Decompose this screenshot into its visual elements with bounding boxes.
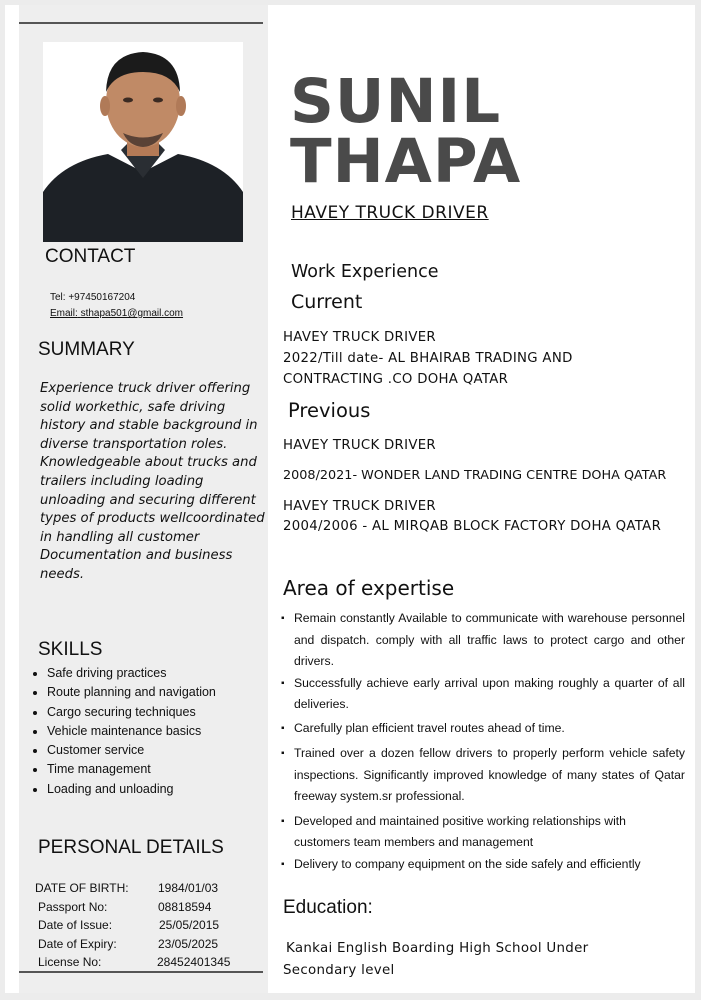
skill-item: • Loading and unloading bbox=[47, 780, 216, 799]
education-heading: Education: bbox=[283, 897, 373, 918]
previous-heading: Previous bbox=[288, 399, 371, 422]
summary-heading: SUMMARY bbox=[38, 339, 135, 360]
expertise-item: ▪ Successfully achieve early arrival upon making roughly a quarter of all deliveries. bbox=[281, 673, 685, 716]
skill-item: • Route planning and navigation bbox=[47, 683, 216, 702]
email-link[interactable]: sthapa501@gmail.com bbox=[80, 308, 184, 319]
bottom-divider bbox=[19, 971, 263, 973]
work-experience-heading: Work Experience bbox=[291, 262, 439, 282]
expertise-item: ▪ Remain constantly Available to communicate with warehouse personnel and dispatch. comply with all traffic laws to protect cargo and other drivers. bbox=[281, 608, 685, 673]
pd-label-issue: Date of Issue: bbox=[38, 918, 113, 932]
pd-value-license: 28452401345 bbox=[157, 955, 231, 969]
expertise-heading: Area of expertise bbox=[283, 576, 455, 600]
phone-value: +97450167204 bbox=[68, 292, 136, 303]
pd-label-expiry: Date of Expiry: bbox=[38, 937, 117, 951]
phone-label: Tel: bbox=[50, 292, 66, 303]
skills-heading: SKILLS bbox=[38, 639, 103, 660]
profile-photo bbox=[43, 42, 243, 242]
previous-job-2-title: HAVEY TRUCK DRIVER bbox=[283, 499, 436, 514]
phone-row bbox=[50, 292, 135, 303]
expertise-item: ▪ Carefully plan efficient travel routes ahead of time. bbox=[281, 718, 685, 740]
education-line1: Kankai English Boarding High School Under bbox=[286, 941, 589, 956]
name-last: THAPA bbox=[290, 126, 522, 197]
pd-value-issue: 25/05/2015 bbox=[159, 918, 220, 932]
expertise-item: ▪ Delivery to company equipment on the side safely and efficiently bbox=[281, 854, 685, 876]
skill-item: • Cargo securing techniques bbox=[47, 703, 216, 722]
previous-job-2-detail: 2004/2006 - AL MIRQAB BLOCK FACTORY DOHA QATAR bbox=[283, 519, 662, 534]
current-job-title: HAVEY TRUCK DRIVER bbox=[283, 330, 436, 345]
skill-item: • Safe driving practices bbox=[47, 664, 216, 683]
pd-value-passport: 08818594 bbox=[158, 900, 212, 914]
current-job-line2: CONTRACTING .CO DOHA QATAR bbox=[283, 372, 509, 387]
skill-item: • Customer service bbox=[47, 741, 216, 760]
skills-list bbox=[33, 664, 216, 799]
pd-value-expiry: 23/05/2025 bbox=[158, 937, 219, 951]
education-line2: Secondary level bbox=[283, 963, 395, 978]
summary-text: Experience truck driver offering solid workethic, safe driving history and stable background in diverse transportation roles. Knowledgeable about trucks and trailers including loading unloading and securing different types of products wellcoordinated in handling all customer Documentation and business needs. bbox=[40, 381, 265, 582]
personal-details-heading: PERSONAL DETAILS bbox=[38, 837, 224, 858]
expertise-item: ▪ Developed and maintained positive working relationships with customers team members and management bbox=[281, 811, 685, 854]
skill-item: • Vehicle maintenance basics bbox=[47, 722, 216, 741]
current-job-line1: 2022/Till date- AL BHAIRAB TRADING AND bbox=[283, 351, 573, 366]
pd-value-dob: 1984/01/03 bbox=[158, 881, 219, 895]
skill-item: • Time management bbox=[47, 760, 216, 779]
resume-page bbox=[5, 5, 695, 993]
job-title: HAVEY TRUCK DRIVER bbox=[291, 203, 489, 223]
previous-job-1-title: HAVEY TRUCK DRIVER bbox=[283, 438, 436, 453]
expertise-item: ▪ Trained over a dozen fellow drivers to properly perform vehicle safety inspections. Significantly improved knowledge of many states of Qatar freeway system.sr professional. bbox=[281, 743, 685, 808]
pd-label-license: License No: bbox=[38, 955, 102, 969]
contact-heading: CONTACT bbox=[45, 246, 136, 267]
name-first: SUNIL bbox=[290, 66, 502, 137]
expertise-list bbox=[281, 608, 685, 875]
pd-label-passport: Passport No: bbox=[38, 900, 108, 914]
pd-label-dob: DATE OF BIRTH: bbox=[35, 881, 129, 895]
email-label: Email: bbox=[50, 308, 78, 319]
email-row[interactable] bbox=[50, 308, 183, 319]
current-heading: Current bbox=[291, 291, 363, 313]
previous-job-1-detail: 2008/2021- WONDER LAND TRADING CENTRE DOHA QATAR bbox=[283, 468, 667, 483]
top-divider bbox=[19, 22, 263, 24]
